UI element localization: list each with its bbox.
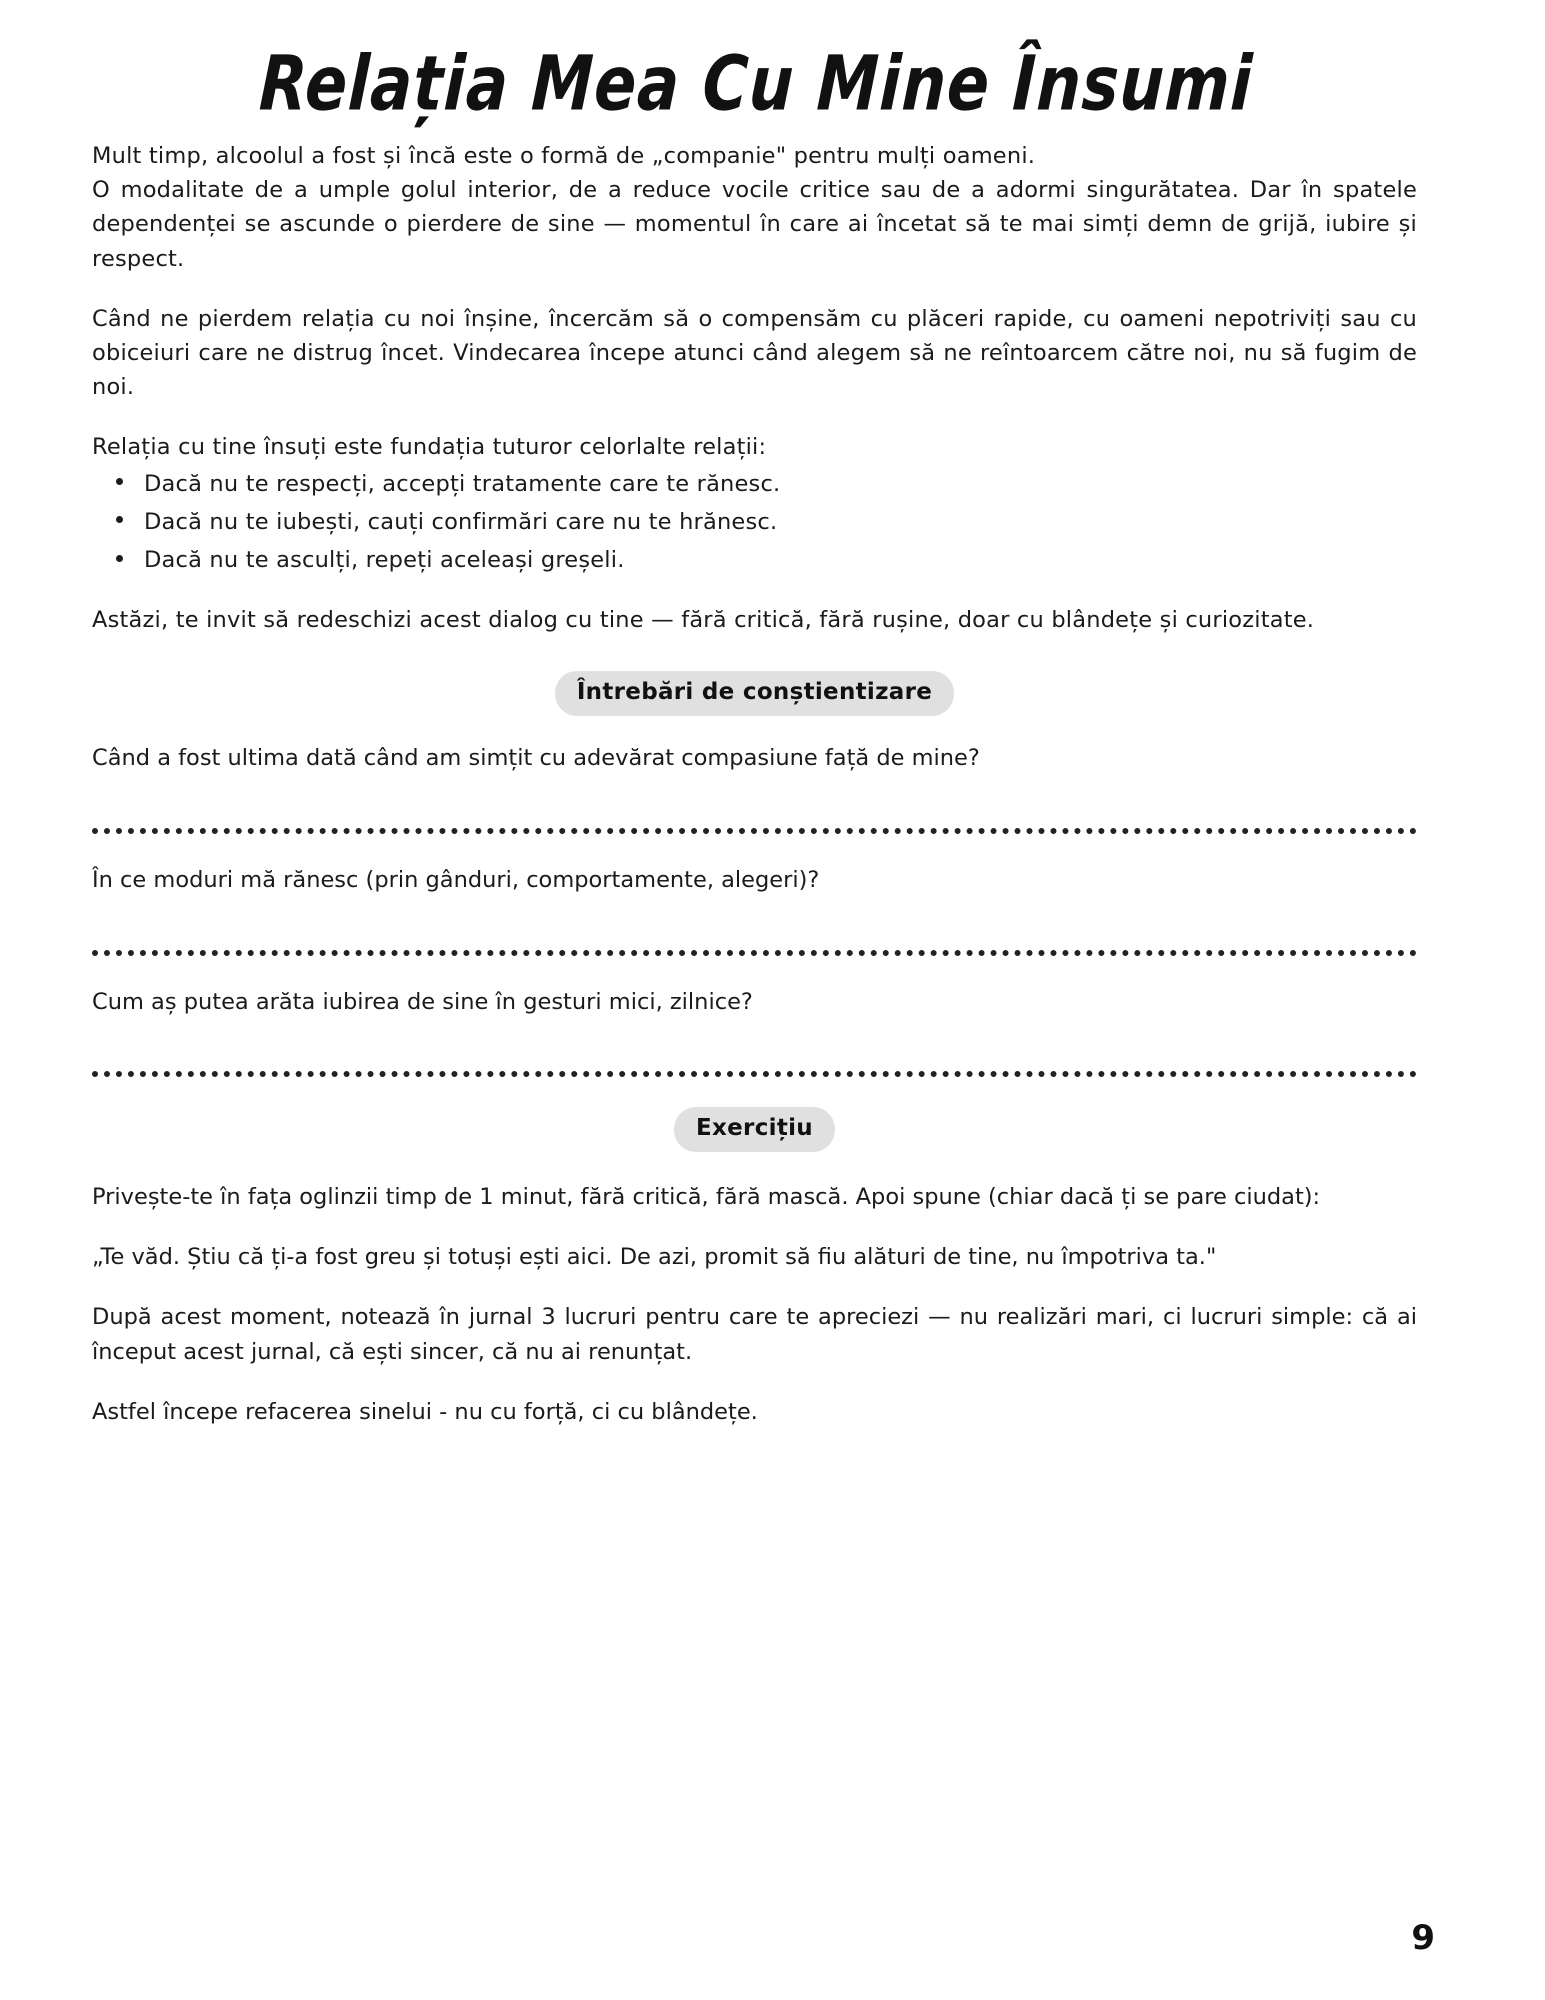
intro-closing-paragraph: Astăzi, te invit să redeschizi acest dialog cu tine — fără critică, fără rușine, doar cu blândețe și curiozitate. [92,607,1315,634]
questions-badge-row [92,671,1417,716]
question-block-3 [92,986,1417,1078]
bullet-dot-icon [116,555,123,562]
list-item [144,505,1417,539]
list-item [144,467,1417,501]
status-badge: Întrebări de conștientizare [555,671,954,716]
page-number: 9 [1411,1918,1435,1958]
page-title: Relația Mea Cu Mine Însumi [257,38,1255,128]
exercise-paragraph: Privește-te în fața oglinzii timp de 1 minut, fără critică, fără mască. Apoi spune (chiar dacă ți se pare ciudat): [92,1184,1321,1211]
question-block-2 [92,864,1417,956]
list-item-label: Dacă nu te iubești, cauți confirmări care nu te hrănesc. [144,508,778,535]
intro-paragraph-1-first-line: Mult timp, alcoolul a fost și încă este o formă de „companie" pentru mulți oameni. [92,143,1036,170]
exercise-paragraph: După acest moment, notează în jurnal 3 lucruri pentru care te apreciezi — nu realizări mari, ci lucruri simple: că ai început acest jurnal, că ești sincer, că nu ai renunțat. [92,1304,1417,1365]
self-relationship-bullet-list [92,467,1417,578]
list-item-label: Dacă nu te respecți, accepți tratamente care te rănesc. [144,470,781,497]
list-item [144,543,1417,577]
intro-paragraph-2: Când ne pierdem relația cu noi înșine, încercăm să o compensăm cu plăceri rapide, cu oameni nepotriviți sau cu obiceiuri care ne distrug încet. Vindecarea începe atunci când alegem să ne reîntoarcem către noi, nu să fugim de noi. [92,305,1417,401]
answer-writing-line[interactable] [92,828,1417,834]
answer-writing-line[interactable] [92,950,1417,956]
page-content [92,38,1417,1429]
bullet-dot-icon [116,516,123,523]
exercise-body [92,1180,1417,1429]
intro-paragraph-1-rest: O modalitate de a umple golul interior, de a reduce vocile critice sau de a adormi singurătatea. Dar în spatele dependenței se ascunde o pierdere de sine — momentul în care ai încetat să te mai simți demn de grijă, iubire și respect. [92,177,1417,272]
question-block-1 [92,742,1417,834]
question-text: Când a fost ultima dată când am simțit cu adevărat compasiune față de mine? [92,745,980,772]
bullet-list-intro: Relația cu tine însuți este fundația tuturor celorlalte relații: [92,434,767,461]
exercise-affirmation: „Te văd. Știu că ți-a fost greu și totuși ești aici. De azi, promit să fiu alături de tine, nu împotriva ta." [92,1244,1217,1271]
exercise-closing: Astfel începe refacerea sinelui - nu cu forță, ci cu blândețe. [92,1398,758,1425]
status-badge: Exercițiu [674,1107,835,1152]
answer-writing-line[interactable] [92,1071,1417,1077]
question-text: Cum aș putea arăta iubirea de sine în gesturi mici, zilnice? [92,988,753,1015]
intro-body [92,139,1417,637]
bullet-dot-icon [116,478,123,485]
question-text: În ce moduri mă rănesc (prin gânduri, comportamente, alegeri)? [92,866,820,893]
list-item-label: Dacă nu te asculți, repeți aceleași greșeli. [144,546,625,573]
exercise-badge-row [92,1107,1417,1152]
